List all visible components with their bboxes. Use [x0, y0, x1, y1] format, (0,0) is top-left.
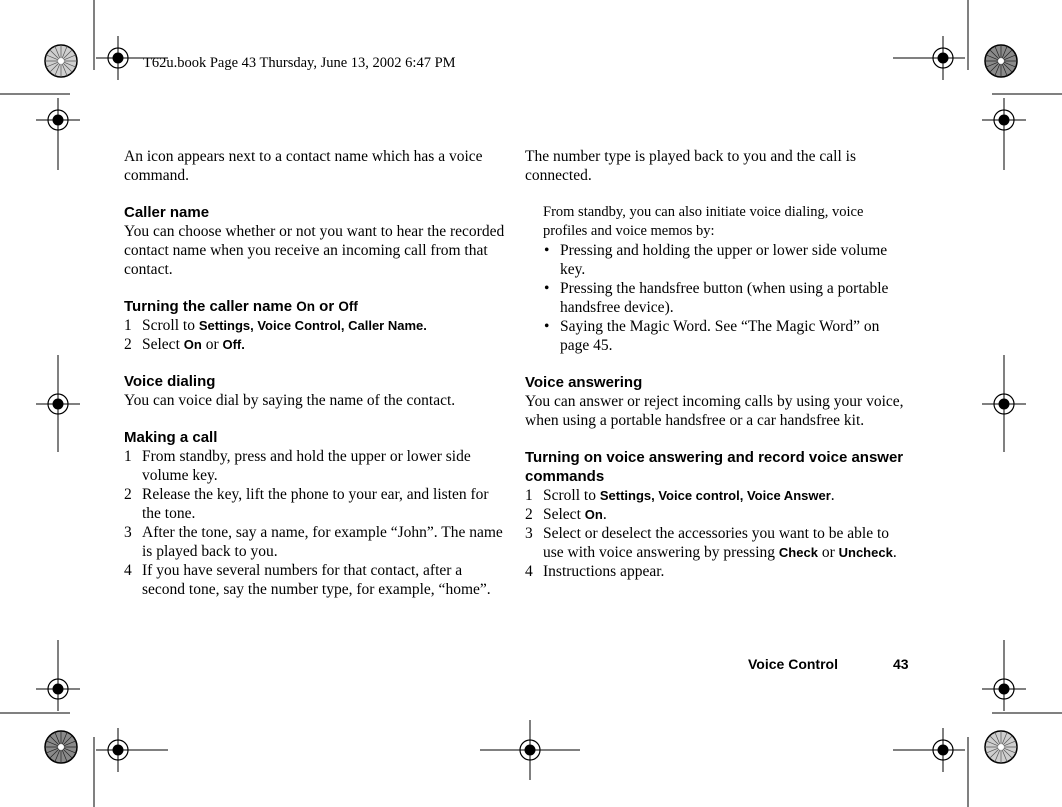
option-label: On	[183, 337, 202, 352]
step-number: 1	[525, 487, 533, 504]
intro-paragraph: An icon appears next to a contact name which has a voice command.	[124, 148, 483, 184]
step-number: 4	[124, 562, 132, 579]
list-item	[525, 524, 909, 562]
voice-answer-steps	[525, 486, 909, 581]
left-column	[124, 147, 508, 599]
list-item	[525, 562, 909, 581]
menu-path: Settings, Voice control, Voice Answer	[599, 488, 831, 503]
caller-name-heading: Caller name	[124, 204, 210, 221]
menu-path: Settings, Voice Control, Caller Name.	[198, 318, 427, 333]
list-item	[543, 241, 909, 279]
step-number: 1	[124, 448, 132, 465]
registration-cross	[921, 728, 965, 772]
option-label: On	[584, 507, 603, 522]
voice-answering-text: You can answer or reject incoming calls by using your voice, when using a portable handsfree or a car handsfree kit.	[525, 393, 904, 429]
list-item	[525, 486, 909, 505]
step-text: Select or deselect the accessories you want to be able to use with voice answering by pressing	[543, 525, 890, 561]
step-text: Scroll to	[142, 317, 199, 334]
step-text: Release the key, lift the phone to your ear, and listen for the tone.	[142, 486, 489, 522]
step-text: From standby, press and hold the upper or lower side volume key.	[142, 448, 471, 484]
caller-name-steps	[124, 316, 508, 354]
bullet-glyph: •	[544, 318, 550, 335]
registration-target-bottom-left	[45, 731, 77, 763]
bullet-glyph: •	[544, 242, 550, 259]
right-column	[525, 147, 909, 581]
registration-cross	[96, 728, 140, 772]
step-text: .	[892, 544, 897, 561]
book-info-header: T62u.book Page 43 Thursday, June 13, 2002 6:47 PM	[143, 55, 456, 71]
bullet-text: Pressing the handsfree button (when using a portable handsfree device).	[560, 280, 889, 316]
step-text: Instructions appear.	[543, 563, 665, 580]
footer-section-title: Voice Control	[748, 656, 838, 672]
step-text: or	[201, 336, 223, 353]
softkey-label: Uncheck	[838, 545, 893, 560]
bullet-glyph: •	[544, 280, 550, 297]
softkey-label: Check	[778, 545, 818, 560]
step-number: 2	[525, 506, 533, 523]
turning-caller-name-heading	[124, 297, 508, 316]
note-paragraph: From standby, you can also initiate voice dialing, voice profiles and voice memos by:	[543, 204, 864, 239]
list-item	[124, 561, 508, 599]
connected-paragraph: The number type is played back to you and the call is connected.	[525, 148, 857, 184]
bullet-text: Pressing and holding the upper or lower side volume key.	[560, 242, 888, 278]
footer-page-number: 43	[893, 656, 909, 672]
step-number: 3	[525, 525, 533, 542]
list-item	[525, 505, 909, 524]
step-text: Scroll to	[543, 487, 600, 504]
registration-target-top-left	[45, 45, 77, 77]
voice-dialing-text: You can voice dial by saying the name of the contact.	[124, 392, 456, 409]
step-number: 1	[124, 317, 132, 334]
heading-on: On	[296, 299, 316, 314]
step-text: After the tone, say a name, for example “John”. The name is played back to you.	[142, 524, 503, 560]
caller-name-text: You can choose whether or not you want to hear the recorded contact name when you receive an incoming call from that contact.	[124, 223, 505, 278]
heading-or: or	[315, 298, 339, 315]
making-call-heading: Making a call	[124, 429, 218, 446]
step-number: 2	[124, 486, 132, 503]
step-text: Select	[142, 336, 184, 353]
list-item	[124, 335, 508, 354]
making-call-steps	[124, 447, 508, 599]
voice-answering-heading: Voice answering	[525, 374, 643, 391]
step-number: 2	[124, 336, 132, 353]
heading-prefix: Turning the caller name	[124, 298, 297, 315]
step-number: 4	[525, 563, 533, 580]
step-text: If you have several numbers for that contact, after a second tone, say the number type, for example, “home”.	[142, 562, 491, 598]
bullet-text: Saying the Magic Word. See “The Magic Word” on page 45.	[560, 318, 880, 354]
turning-on-voice-answering-heading: Turning on voice answering and record voice answer commands	[525, 449, 904, 485]
option-label: Off.	[222, 337, 245, 352]
step-text: or	[817, 544, 839, 561]
list-item	[124, 447, 508, 485]
list-item	[543, 317, 909, 355]
list-item	[124, 485, 508, 523]
registration-target-bottom-right	[985, 731, 1017, 763]
list-item	[543, 279, 909, 317]
initiate-options-list	[525, 241, 909, 355]
step-text: .	[830, 487, 835, 504]
registration-cross	[921, 36, 965, 80]
step-number: 3	[124, 524, 132, 541]
voice-dialing-heading: Voice dialing	[124, 373, 216, 390]
list-item	[124, 316, 508, 335]
list-item	[124, 523, 508, 561]
step-text: .	[602, 506, 607, 523]
registration-cross	[96, 36, 140, 80]
registration-target-top-right	[985, 45, 1017, 77]
step-text: Select	[543, 506, 585, 523]
heading-off: Off	[338, 299, 358, 314]
